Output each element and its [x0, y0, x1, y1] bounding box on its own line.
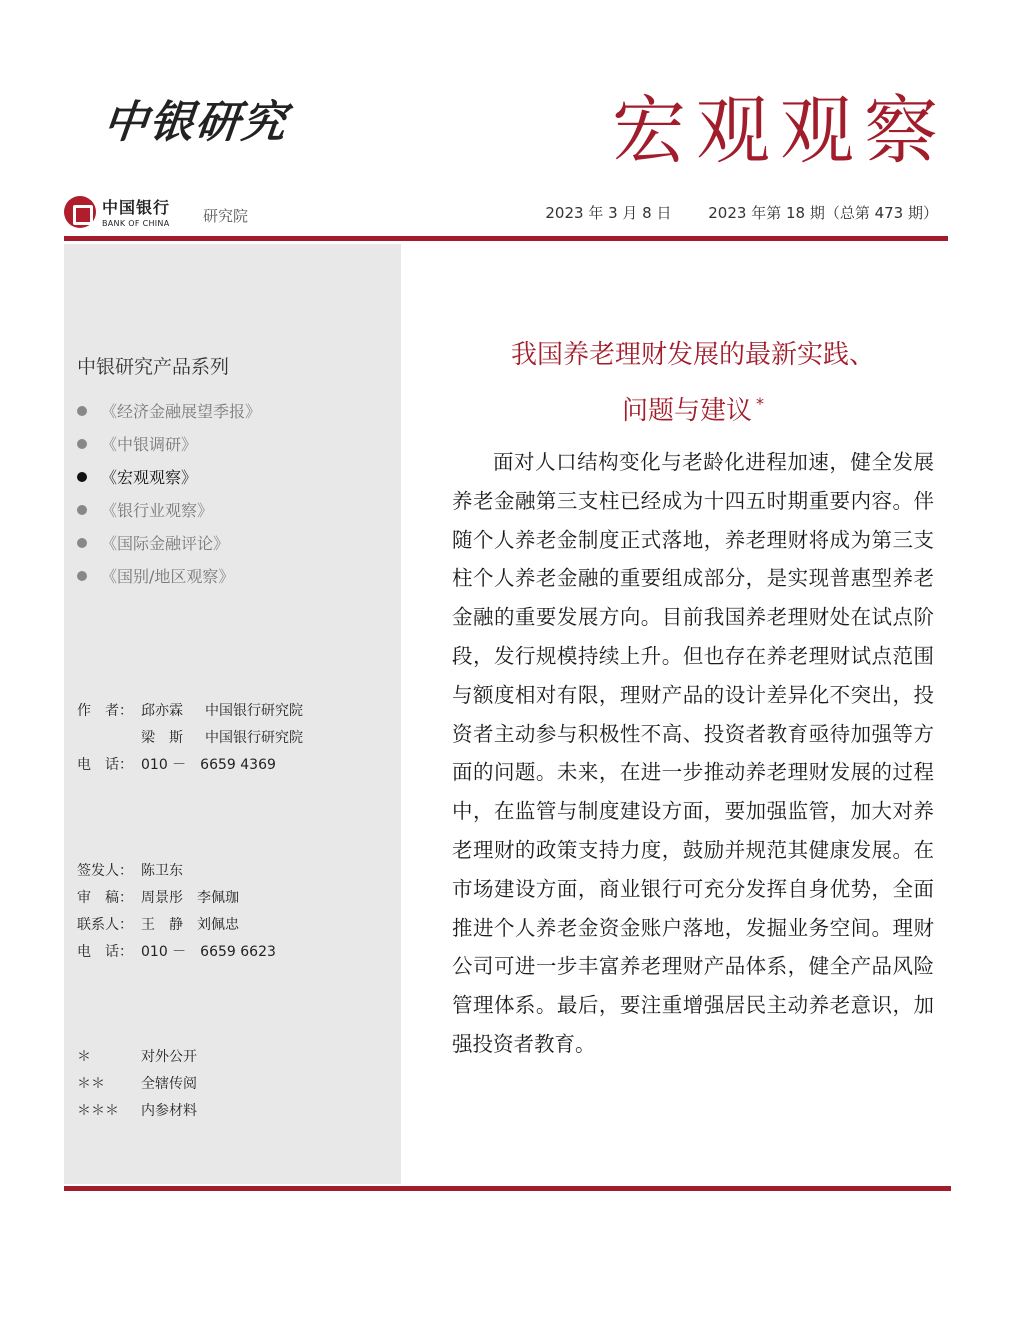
product-item[interactable]: 《经济金融展望季报》	[77, 394, 261, 427]
distribution-mark: ＊＊＊	[77, 1102, 119, 1119]
article-abstract: 面对人口结构变化与老龄化进程加速，健全发展养老金融第三支柱已经成为十四五时期重要内容。伴随个人养老金制度正式落地，养老理财将成为第三支柱个人养老金融的重要组成部分，是实现普惠型养老金融的重要发展方向。目前我国养老理财处在试点阶段，发行规模持续上升。但也存在养老理财试点范围与额度相对有限，理财产品的设计差异化不突出，投资者主动参与积极性不高、投资者教育亟待加强等方面的问题。未来，在进一步推动养老理财发展的过程中，在监管与制度建设方面，要加强监管，加大对养老理财的政策支持力度，鼓励并规范其健康发展。在市场建设方面，商业银行可充分发挥自身优势，全面推进个人养老金资金账户落地，发掘业务空间。理财公司可进一步丰富养老理财产品体系，健全产品风险管理体系。最后，要注重增强居民主动养老意识，加强投资者教育。	[452, 450, 934, 1056]
reviewer-names: 周景彤 李佩珈	[141, 889, 239, 906]
product-series-title: 中银研究产品系列	[77, 356, 230, 378]
signer-label: 签发人：	[77, 862, 133, 879]
bullet-icon	[77, 571, 87, 581]
distribution-mark: ＊	[77, 1048, 91, 1065]
brand-wordmark: 中银研究	[100, 97, 291, 148]
author-block	[77, 696, 303, 777]
bullet-icon	[77, 439, 87, 449]
product-item[interactable]: 《银行业观察》	[77, 493, 261, 526]
bullet-icon	[77, 406, 87, 416]
bank-logo	[64, 195, 170, 228]
header-divider	[64, 236, 948, 241]
author-phone: 010 － 6659 4369	[141, 756, 276, 773]
bullet-icon	[77, 472, 87, 482]
author-label: 作 者：	[77, 702, 133, 719]
logo-english-name: BANK OF CHINA	[102, 219, 170, 228]
contact-names: 王 静 刘佩忠	[141, 916, 239, 933]
approval-block	[77, 856, 276, 964]
phone-label: 电 话：	[77, 756, 133, 773]
article-title-line1: 我国养老理财发展的最新实践、	[510, 340, 875, 370]
reviewer-label: 审 稿：	[77, 889, 133, 906]
bank-logo-icon	[64, 196, 96, 228]
contact-label: 联系人：	[77, 916, 133, 933]
bullet-icon	[77, 505, 87, 515]
product-item[interactable]: 《中银调研》	[77, 427, 261, 460]
sidebar	[64, 244, 401, 1184]
product-item[interactable]: 《国际金融评论》	[77, 526, 261, 559]
product-item[interactable]: 《国别/地区观察》	[77, 559, 261, 592]
logo-chinese-name: 中国银行	[102, 198, 171, 217]
author-org: 中国银行研究院	[205, 729, 303, 746]
product-list	[77, 394, 261, 592]
footer-divider	[64, 1186, 951, 1191]
contact-phone: 010 － 6659 6623	[141, 943, 276, 960]
distribution-text: 对外公开	[141, 1048, 197, 1065]
product-item-active[interactable]: 《宏观观察》	[77, 460, 261, 493]
author-name: 梁 斯	[141, 729, 183, 746]
issue-number: 2023 年第 18 期（总第 473 期）	[708, 204, 938, 222]
author-org: 中国银行研究院	[205, 702, 303, 719]
institute-label: 研究院	[203, 207, 249, 225]
distribution-text: 全辖传阅	[141, 1075, 197, 1092]
distribution-text: 内参材料	[141, 1102, 197, 1119]
article-title-line2: 问题与建议 *	[621, 394, 764, 426]
issue-info	[513, 202, 938, 223]
publish-date: 2023 年 3 月 8 日	[545, 204, 672, 222]
distribution-legend	[77, 1042, 197, 1123]
phone-label: 电 话：	[77, 943, 133, 960]
author-name: 邱亦霖	[141, 702, 183, 719]
footnote-mark: *	[756, 394, 764, 414]
distribution-mark: ＊＊	[77, 1075, 105, 1092]
signer-name: 陈卫东	[141, 862, 183, 879]
bullet-icon	[77, 538, 87, 548]
series-title: 宏观观察	[612, 88, 948, 174]
